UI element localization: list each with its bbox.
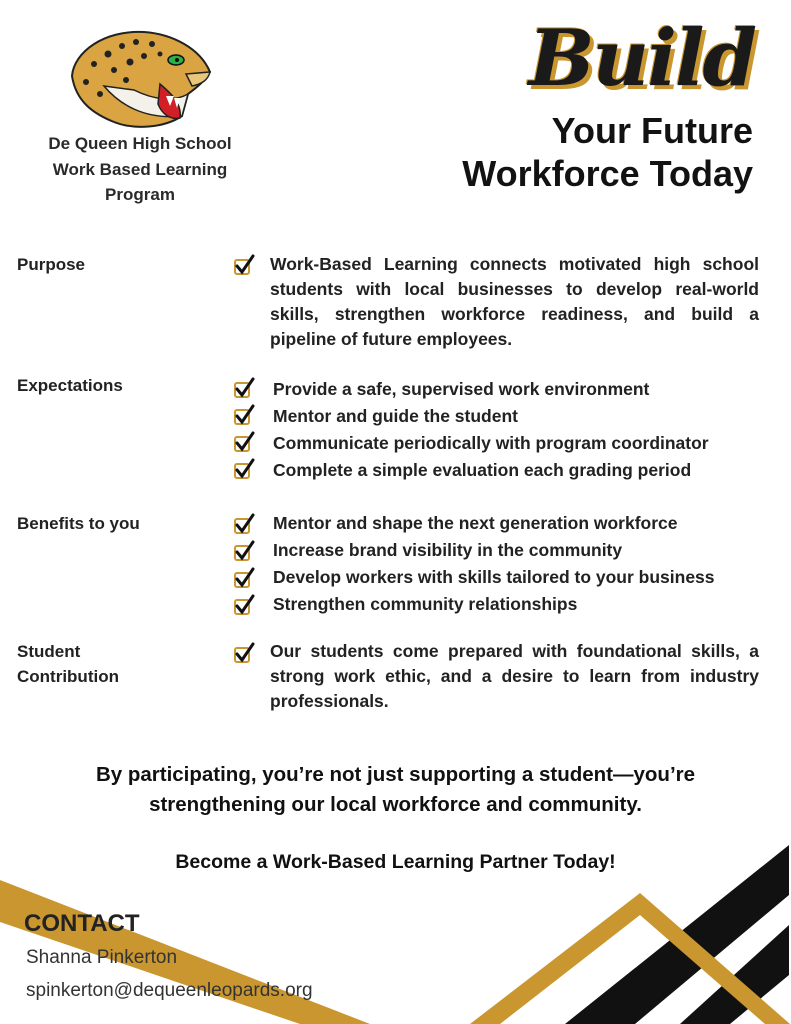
benefits-label: Benefits to you: [17, 514, 140, 533]
school-name-line2: Work Based Learning: [52, 160, 228, 179]
title-line2: Workforce Today: [462, 153, 753, 194]
benefit-item: Strengthen community relationships: [273, 594, 578, 614]
checkbox-icon: [233, 540, 255, 562]
contact-heading: CONTACT: [24, 910, 140, 937]
checkbox-icon: [233, 254, 255, 276]
checkbox-icon: [233, 404, 255, 426]
checkbox-icon: [233, 513, 255, 535]
expectation-item: Mentor and guide the student: [273, 406, 518, 426]
checkbox-icon: [233, 594, 255, 616]
closing-line2: strengthening our local workforce and community.: [149, 793, 642, 816]
purpose-text: Work-Based Learning connects motivated high school students with local businesses to develop real-world skills, strengthen workforce readiness, and build a pipeline of future employees.: [270, 254, 759, 349]
leopard-mascot-logo: [64, 24, 214, 132]
student-label-line2: Contribution: [17, 667, 119, 686]
expectation-item: Communicate periodically with program coordinator: [273, 433, 709, 453]
checkbox-icon: [233, 431, 255, 453]
build-script-title: Build: [528, 13, 755, 104]
student-label-line1: Student: [17, 642, 81, 661]
expectations-label: Expectations: [17, 376, 123, 395]
purpose-label: Purpose: [17, 255, 86, 274]
school-name-line3: Program: [105, 185, 175, 204]
contact-email[interactable]: spinkerton@dequeenleopards.org: [26, 980, 313, 1001]
partner-call-to-action: Become a Work-Based Learning Partner Today!: [175, 851, 616, 873]
checkbox-icon: [233, 567, 255, 589]
benefit-item: Develop workers with skills tailored to your business: [273, 567, 715, 587]
contact-name: Shanna Pinkerton: [26, 947, 178, 968]
title-line1: Your Future: [551, 110, 753, 151]
expectation-item: Provide a safe, supervised work environment: [273, 379, 650, 399]
closing-line1: By participating, you’re not just supporting a student—you’re: [95, 763, 696, 786]
school-name-line1: De Queen High School: [48, 134, 232, 153]
benefit-item: Increase brand visibility in the community: [273, 540, 623, 560]
benefit-item: Mentor and shape the next generation workforce: [273, 513, 678, 533]
checkbox-icon: [233, 458, 255, 480]
checkbox-icon: [233, 377, 255, 399]
student-text: Our students come prepared with foundational skills, a strong work ethic, and a desire to learn from industry professionals.: [270, 641, 759, 711]
checkbox-icon: [233, 642, 255, 664]
expectation-item: Complete a simple evaluation each grading period: [273, 460, 692, 480]
